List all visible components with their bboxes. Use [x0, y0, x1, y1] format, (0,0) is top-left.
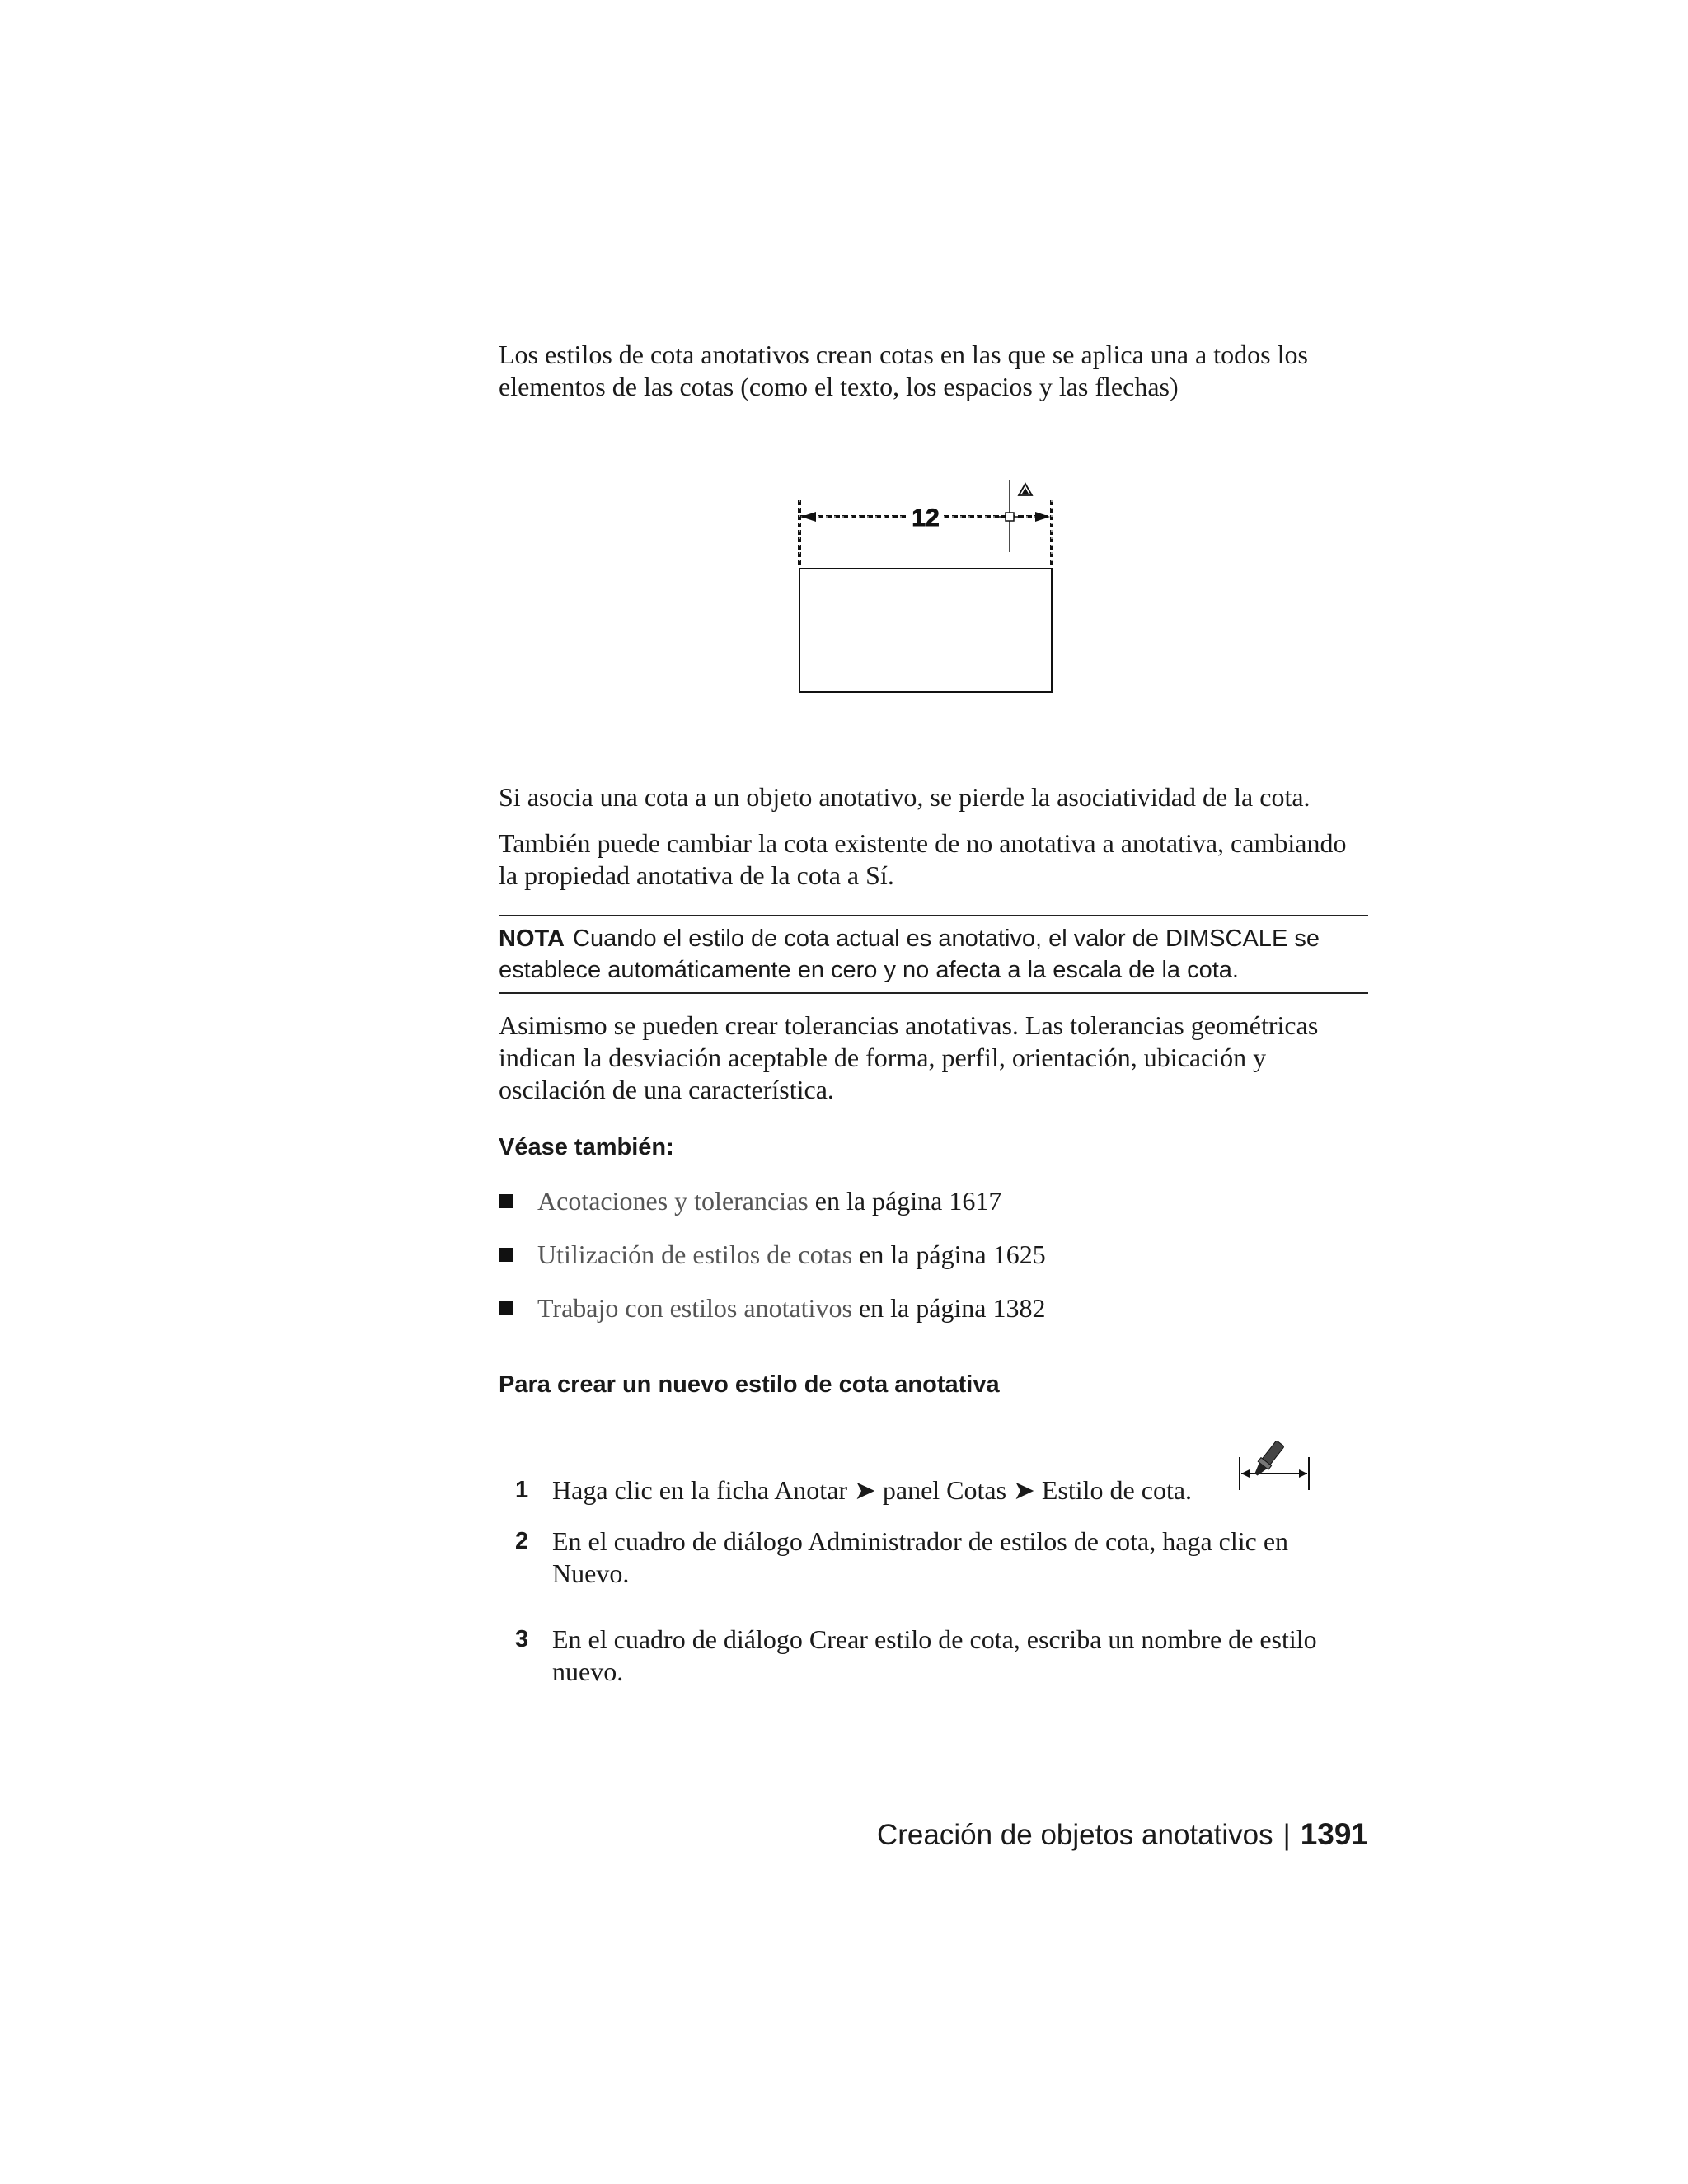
step-number: 2: [515, 1528, 529, 1554]
annotative-scale-icon: [1019, 484, 1032, 495]
note-text: Cuando el estilo de cota actual es anotativo, el valor de DIMSCALE se establece automáticamente en cero y no afecta a la escala de la cota.: [499, 926, 1320, 983]
footer-section-title: Creación de objetos anotativos: [877, 1819, 1273, 1851]
bullet-square-icon: [499, 1301, 513, 1315]
link-acotaciones-tolerancias[interactable]: Acotaciones y tolerancias: [537, 1186, 809, 1216]
note-label: NOTA: [499, 926, 565, 952]
bullet-square-icon: [499, 1248, 513, 1262]
tolerances-paragraph: [499, 1010, 1368, 1106]
association-text: Si asocia una cota a un objeto anotativo, se pierde la asociatividad de la cota.: [499, 782, 1311, 812]
step-text: Haga clic en la ficha Anotar ➤ panel Cotas ➤ Estilo de cota.: [552, 1475, 1193, 1505]
change-text: También puede cambiar la cota existente de no anotativa a anotativa, cambiando la propiedad anotativa de la cota a Sí.: [499, 828, 1347, 890]
note-block: [499, 915, 1368, 994]
intro-paragraph: [499, 339, 1368, 403]
page-number: 1391: [1300, 1817, 1368, 1851]
association-paragraph: [499, 781, 1368, 813]
tolerances-text: Asimismo se pueden crear tolerancias anotativas. Las tolerancias geométricas indican la desviación aceptable de forma, perfil, orientación, ubicación y oscilación de una característica.: [499, 1010, 1319, 1104]
step-number: 1: [515, 1477, 529, 1503]
intro-text: Los estilos de cota anotativos crean cotas en las que se aplica una a todos los elementos de las cotas (como el texto, los espacios y las flechas): [499, 340, 1308, 401]
step-text: En el cuadro de diálogo Crear estilo de cota, escriba un nombre de estilo nuevo.: [552, 1624, 1317, 1686]
link-estilos-anotativos[interactable]: Trabajo con estilos anotativos: [537, 1293, 852, 1323]
annotative-dimension-figure: [783, 474, 1067, 696]
page-footer: [877, 1817, 1368, 1852]
see-also-heading: Véase también:: [499, 1134, 674, 1160]
procedure-heading: Para crear un nuevo estilo de cota anotativa: [499, 1371, 1000, 1398]
dimension-value: 12: [912, 504, 940, 532]
dimension-style-icon: [1236, 1432, 1315, 1492]
arrowhead-left: [801, 512, 816, 522]
step-number: 3: [515, 1626, 529, 1652]
arrowhead-right: [1035, 512, 1050, 522]
bullet-square-icon: [499, 1194, 513, 1208]
footer-separator: |: [1282, 1819, 1291, 1851]
change-paragraph: [499, 827, 1368, 892]
rectangle-object: [799, 569, 1052, 692]
step-text: En el cuadro de diálogo Administrador de estilos de cota, haga clic en Nuevo.: [552, 1526, 1289, 1588]
link-estilos-de-cotas[interactable]: Utilización de estilos de cotas: [537, 1240, 853, 1269]
